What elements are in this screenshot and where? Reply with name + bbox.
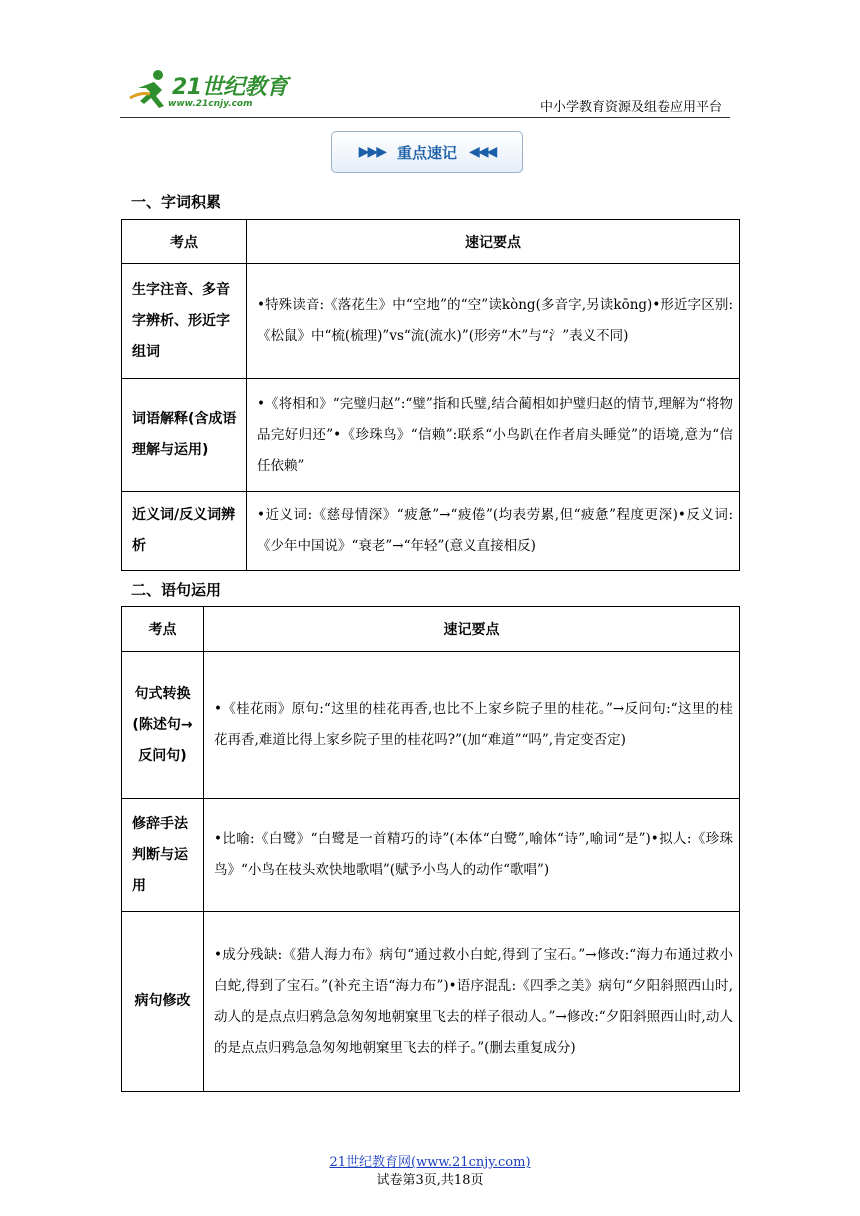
footer-site-link[interactable]: 21世纪教育网(www.21cnjy.com) — [329, 1155, 531, 1170]
row-point: 句式转换(陈述句→反问句) — [122, 652, 204, 799]
row-content: •比喻:《白鹭》“白鹭是一首精巧的诗”(本体“白鹭”,喻体“诗”,喻词“是”)•拟人:《珍珠鸟》“小鸟在枝头欢快地歌唱”(赋予小鸟人的动作“歌唱”) — [204, 799, 740, 912]
table-header-row — [122, 220, 740, 264]
vocabulary-table — [121, 219, 740, 571]
row-point: 近义词/反义词辨析 — [122, 492, 247, 571]
sentences-table — [121, 606, 740, 1092]
section-title-sentences: 二、语句运用 — [131, 581, 222, 599]
row-content: •特殊读音:《落花生》中“空地”的“空”读kòng(多音字,另读kōng)•形近字区别:《松鼠》中“梳(梳理)”vs“流(流水)”(形旁“木”与“氵”表义不同) — [247, 264, 740, 379]
footer-page-number: 试卷第3页,共18页 — [376, 1173, 484, 1188]
column-header-notes: 速记要点 — [204, 607, 740, 652]
logo-text: 21世纪教育 — [172, 75, 288, 100]
row-point: 词语解释(含成语理解与运用) — [122, 379, 247, 492]
row-point: 病句修改 — [122, 912, 204, 1092]
row-content: •《桂花雨》原句:“这里的桂花再香,也比不上家乡院子里的桂花。”→反问句:“这里的桂花再香,难道比得上家乡院子里的桂花吗?”(加“难道”“吗”,肯定变否定) — [204, 652, 740, 799]
column-header-point: 考点 — [122, 220, 247, 264]
table-row — [122, 492, 740, 571]
row-point: 生字注音、多音字辨析、形近字组词 — [122, 264, 247, 379]
row-content: •《将相和》“完璧归赵”:“璧”指和氏璧,结合蔺相如护璧归赵的情节,理解为“将物品完好归还”•《珍珠鸟》“信赖”:联系“小鸟趴在作者肩头睡觉”的语境,意为“信任依赖” — [247, 379, 740, 492]
right-arrows-icon: ▶▶▶ — [358, 144, 385, 160]
site-logo — [128, 68, 288, 114]
column-header-notes: 速记要点 — [247, 220, 740, 264]
page-header — [120, 62, 730, 118]
header-divider — [120, 117, 730, 118]
row-content: •近义词:《慈母情深》“疲惫”→“疲倦”(均表劳累,但“疲惫”程度更深)•反义词:《少年中国说》“衰老”→“年轻”(意义直接相反) — [247, 492, 740, 571]
table-row — [122, 799, 740, 912]
table-row — [122, 379, 740, 492]
banner-title: 重点速记 — [396, 143, 457, 162]
logo-url: www.21cnjy.com — [168, 99, 253, 109]
section-title-vocabulary: 一、字词积累 — [131, 193, 222, 211]
column-header-point: 考点 — [122, 607, 204, 652]
left-arrows-icon: ◀◀◀ — [469, 144, 496, 160]
table-header-row — [122, 607, 740, 652]
row-point: 修辞手法判断与运用 — [122, 799, 204, 912]
table-row — [122, 652, 740, 799]
platform-name: 中小学教育资源及组卷应用平台 — [539, 100, 722, 115]
row-content: •成分残缺:《猎人海力布》病句“通过救小白蛇,得到了宝石。”→修改:“海力布通过救小白蛇,得到了宝石。”(补充主语“海力布”)•语序混乱:《四季之美》病句“夕阳斜照西山时,动人的是点点归鸦急急匆匆地朝窠里飞去的样子很动人。”→修改:“夕阳斜照西山时,动人的是点点归鸦急急匆匆地朝窠里飞去的样子。”(删去重复成分) — [204, 912, 740, 1092]
key-points-banner — [331, 131, 523, 173]
table-row — [122, 912, 740, 1092]
runner-icon — [128, 68, 172, 112]
table-row — [122, 264, 740, 379]
